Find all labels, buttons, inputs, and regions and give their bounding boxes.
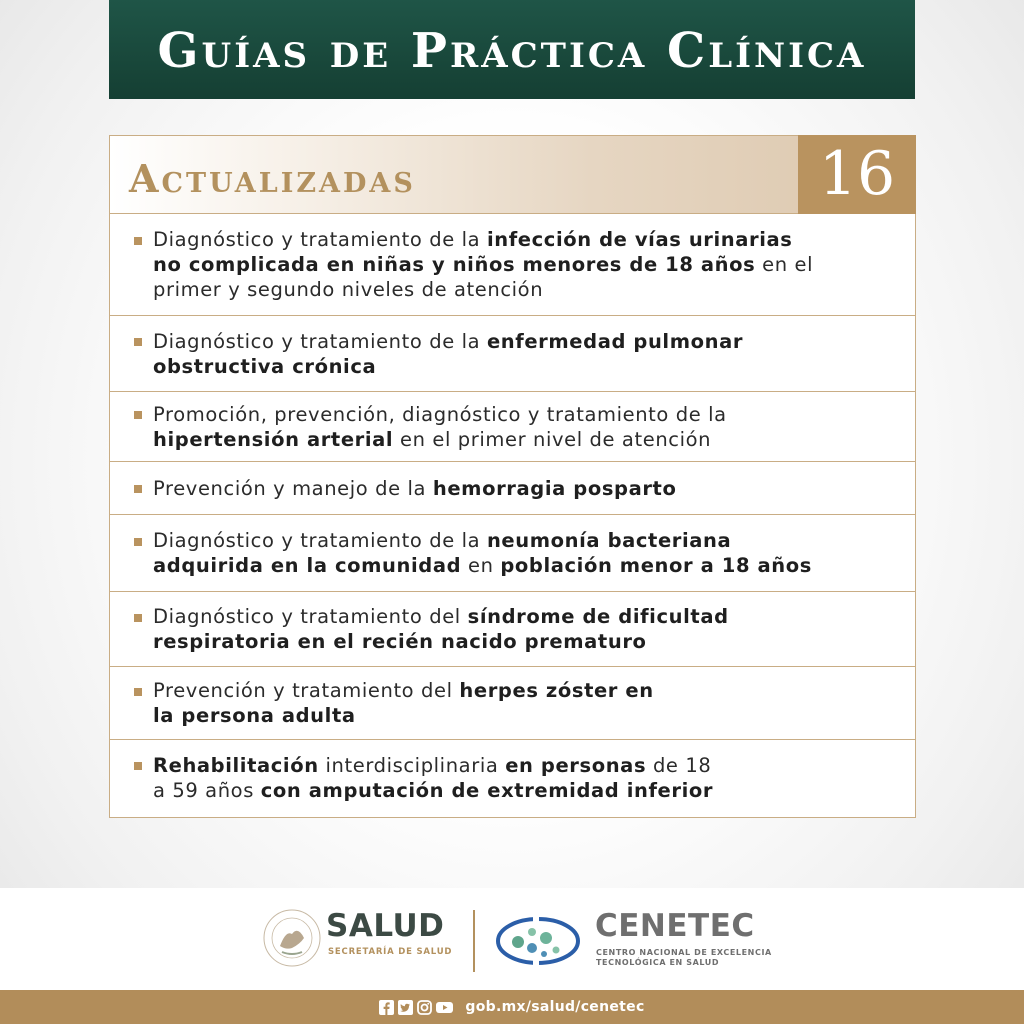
guide-item-text: Diagnóstico y tratamiento de la xyxy=(153,529,487,552)
guide-item-text: Diagnóstico y tratamiento de la xyxy=(153,228,487,251)
square-bullet-icon xyxy=(134,688,142,696)
guide-item-emphasis: no complicada en niñas y niños menores de 18 años xyxy=(153,253,756,276)
square-bullet-icon xyxy=(134,411,142,419)
guide-item-line xyxy=(153,678,895,703)
cenetec-logo-icon xyxy=(492,908,588,972)
page-title: Guías de Práctica Clínica xyxy=(157,22,867,79)
mexico-seal-icon xyxy=(262,908,322,968)
salud-label: SALUD xyxy=(326,908,445,944)
cenetec-subtitle-line2: TECNOLÓGICA EN SALUD xyxy=(596,958,720,967)
guide-item-line xyxy=(153,553,895,578)
guide-item-emphasis: infección de vías urinarias xyxy=(486,228,793,251)
guide-item xyxy=(110,316,915,392)
guide-item xyxy=(110,667,915,740)
salud-subtitle: SECRETARÍA DE SALUD xyxy=(328,947,453,957)
guide-item-emphasis: obstructiva crónica xyxy=(153,354,377,378)
guide-item xyxy=(110,592,915,667)
guide-item-emphasis: adquirida en la comunidad xyxy=(153,554,462,577)
square-bullet-icon xyxy=(134,762,142,770)
guide-item-line xyxy=(153,528,895,553)
guide-list xyxy=(110,214,915,816)
guide-item-line xyxy=(153,753,895,778)
guide-item xyxy=(110,462,915,515)
guide-item-emphasis: herpes zóster en xyxy=(459,679,654,702)
square-bullet-icon xyxy=(134,614,142,622)
guide-item-text: en el primer nivel de atención xyxy=(393,427,712,451)
guide-item-line xyxy=(153,227,895,252)
guide-item xyxy=(110,515,915,592)
guide-item-line xyxy=(153,402,895,427)
guide-item-text: Diagnóstico y tratamiento de la xyxy=(153,329,487,353)
footer-logos xyxy=(0,888,1024,990)
guide-item-text: Prevención y manejo de la xyxy=(153,476,433,500)
twitter-icon[interactable] xyxy=(398,1000,413,1015)
guide-item-line xyxy=(153,354,895,379)
square-bullet-icon xyxy=(134,237,142,245)
square-bullet-icon xyxy=(134,338,142,346)
guide-item-line xyxy=(153,427,895,452)
facebook-icon[interactable] xyxy=(379,1000,394,1015)
guide-item-text: Prevención y tratamiento del xyxy=(153,679,460,702)
guide-item-text: Diagnóstico y tratamiento del xyxy=(153,605,468,628)
logo-divider xyxy=(473,910,475,972)
panel-header xyxy=(110,136,915,214)
count-badge xyxy=(798,135,916,214)
square-bullet-icon xyxy=(134,538,142,546)
guide-item-emphasis: la persona adulta xyxy=(153,704,356,727)
guide-item-emphasis: hipertensión arterial xyxy=(153,427,394,451)
guide-item-emphasis: Rehabilitación xyxy=(153,754,319,777)
guide-item-line xyxy=(153,252,895,277)
guide-item xyxy=(110,214,915,316)
guide-item-text: Promoción, prevención, diagnóstico y tratamiento de la xyxy=(153,402,727,426)
guide-item-emphasis: hemorragia posparto xyxy=(432,476,677,500)
guide-item-line xyxy=(153,277,895,302)
guide-item-emphasis: en personas xyxy=(505,754,647,777)
header-banner xyxy=(109,0,915,99)
guide-item-emphasis: síndrome de dificultad xyxy=(467,605,729,628)
guide-item-emphasis: enfermedad pulmonar xyxy=(486,329,744,353)
guide-item-emphasis: con amputación de extremidad inferior xyxy=(260,779,714,802)
guide-item-line xyxy=(153,703,895,728)
social-links xyxy=(379,1000,453,1015)
count-number: 16 xyxy=(818,138,896,209)
website-link[interactable]: gob.mx/salud/cenetec xyxy=(465,999,645,1015)
cenetec-subtitle xyxy=(596,948,772,968)
guide-item-line xyxy=(153,329,895,354)
guide-item-emphasis: población menor a 18 años xyxy=(500,554,812,577)
guide-item xyxy=(110,392,915,462)
guide-item-line xyxy=(153,604,895,629)
updated-guides-panel xyxy=(109,135,916,818)
guide-item-emphasis: respiratoria en el recién nacido prematuro xyxy=(153,630,647,653)
guide-item-text: interdisciplinaria xyxy=(318,754,506,777)
guide-item-text: de 18 xyxy=(646,754,712,777)
guide-item-text: primer y segundo niveles de atención xyxy=(153,278,544,301)
cenetec-subtitle-line1: CENTRO NACIONAL DE EXCELENCIA xyxy=(596,948,772,957)
guide-item xyxy=(110,740,915,816)
cenetec-label: CENETEC xyxy=(595,908,755,944)
bottom-bar xyxy=(0,990,1024,1024)
guide-item-line xyxy=(153,778,895,803)
guide-item-line xyxy=(153,629,895,654)
guide-item-text: en xyxy=(461,554,501,577)
instagram-icon[interactable] xyxy=(417,1000,432,1015)
guide-item-line xyxy=(153,476,895,501)
guide-item-emphasis: neumonía bacteriana xyxy=(486,529,732,552)
youtube-icon[interactable] xyxy=(436,1000,453,1015)
square-bullet-icon xyxy=(134,485,142,493)
guide-item-text: a 59 años xyxy=(153,779,261,802)
panel-title: Actualizadas xyxy=(129,156,416,201)
guide-item-text: en el xyxy=(755,253,814,276)
